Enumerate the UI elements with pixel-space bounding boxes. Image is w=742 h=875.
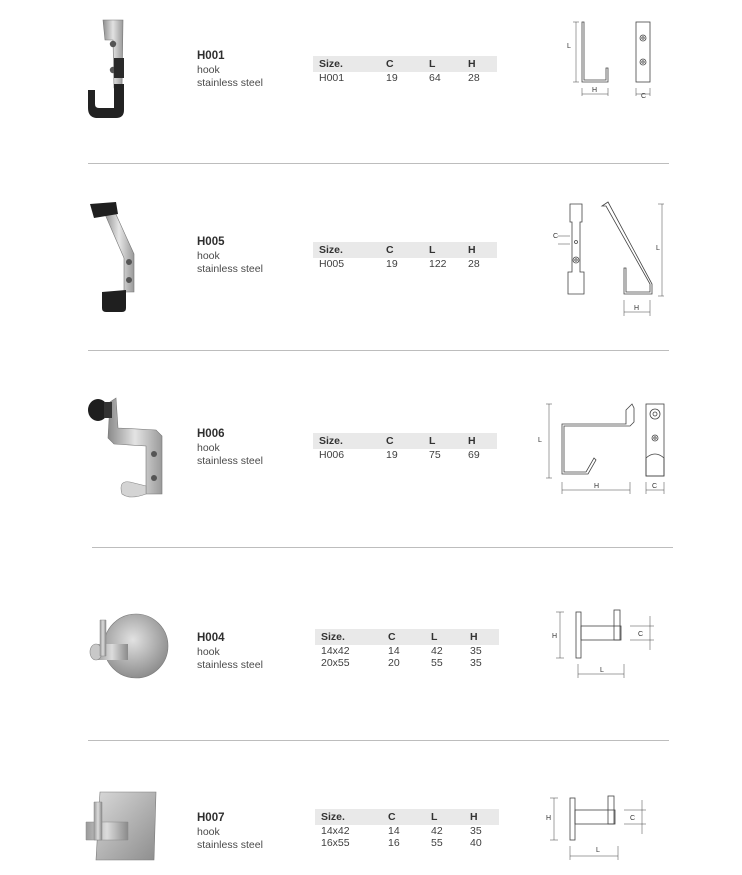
section-divider [88, 163, 669, 164]
h006-code: H006 [197, 428, 225, 440]
dim-label-c: C [638, 631, 644, 638]
h001-spec-table [313, 56, 497, 84]
h007-photo [80, 788, 176, 868]
dim-label-h: H [594, 483, 600, 490]
h007-info [197, 812, 263, 853]
h005-photo [84, 196, 146, 316]
h007-spec-table [315, 809, 499, 849]
h004-photo [82, 610, 174, 684]
dim-label-h: H [634, 305, 640, 312]
dim-label-h: H [552, 633, 558, 640]
h007-technical-drawing [540, 790, 650, 862]
h005-technical-drawing [550, 198, 675, 318]
h004-code: H004 [197, 632, 225, 644]
table-row: H005 19 122 28 [319, 258, 480, 270]
h006-info [197, 428, 263, 469]
table-row: 16x55 16 55 40 [321, 837, 482, 849]
dim-label-h: H [546, 815, 552, 822]
h001-info [197, 50, 263, 91]
h006-technical-drawing [538, 398, 673, 498]
h005-type: hook [197, 249, 220, 262]
dim-label-c: C [641, 93, 647, 100]
h006-material: stainless steel [197, 455, 263, 467]
h006-photo [82, 390, 172, 502]
table-row: 14x42 14 42 35 [321, 825, 482, 837]
table-header: Size. C L H [313, 242, 497, 258]
h007-material: stainless steel [197, 839, 263, 851]
h005-info [197, 236, 263, 277]
table-header: Size. C L H [313, 433, 497, 449]
dim-label-l: L [596, 847, 600, 854]
h004-material: stainless steel [197, 659, 263, 671]
h005-material: stainless steel [197, 263, 263, 275]
table-header: Size. C L H [315, 629, 499, 645]
dim-label-c: C [553, 233, 559, 240]
h001-photo [78, 18, 134, 120]
h007-code: H007 [197, 812, 225, 824]
h006-type: hook [197, 441, 220, 454]
h007-type: hook [197, 825, 220, 838]
table-row: H006 19 75 69 [319, 449, 480, 461]
dim-label-c: C [630, 815, 636, 822]
dim-label-l: L [656, 245, 660, 252]
h005-code: H005 [197, 236, 225, 248]
section-divider [88, 740, 669, 741]
h005-spec-table [313, 242, 497, 270]
dim-label-h: H [592, 87, 598, 94]
h004-spec-table [315, 629, 499, 669]
dim-label-c: C [652, 483, 658, 490]
table-header: Size. C L H [313, 56, 497, 72]
h001-material: stainless steel [197, 77, 263, 89]
dim-label-l: L [567, 43, 571, 50]
table-header: Size. C L H [315, 809, 499, 825]
h004-technical-drawing [550, 604, 660, 682]
h001-type: hook [197, 63, 220, 76]
table-row: 20x55 20 55 35 [321, 657, 482, 669]
dim-label-l: L [600, 667, 604, 674]
dim-label-l: L [538, 437, 542, 444]
h004-type: hook [197, 645, 220, 658]
h006-spec-table [313, 433, 497, 461]
h001-technical-drawing [556, 18, 676, 108]
table-row: H001 19 64 28 [319, 72, 480, 84]
section-divider [92, 547, 673, 548]
h004-info [197, 632, 263, 673]
table-row: 14x42 14 42 35 [321, 645, 482, 657]
section-divider [88, 350, 669, 351]
h001-code: H001 [197, 50, 225, 62]
